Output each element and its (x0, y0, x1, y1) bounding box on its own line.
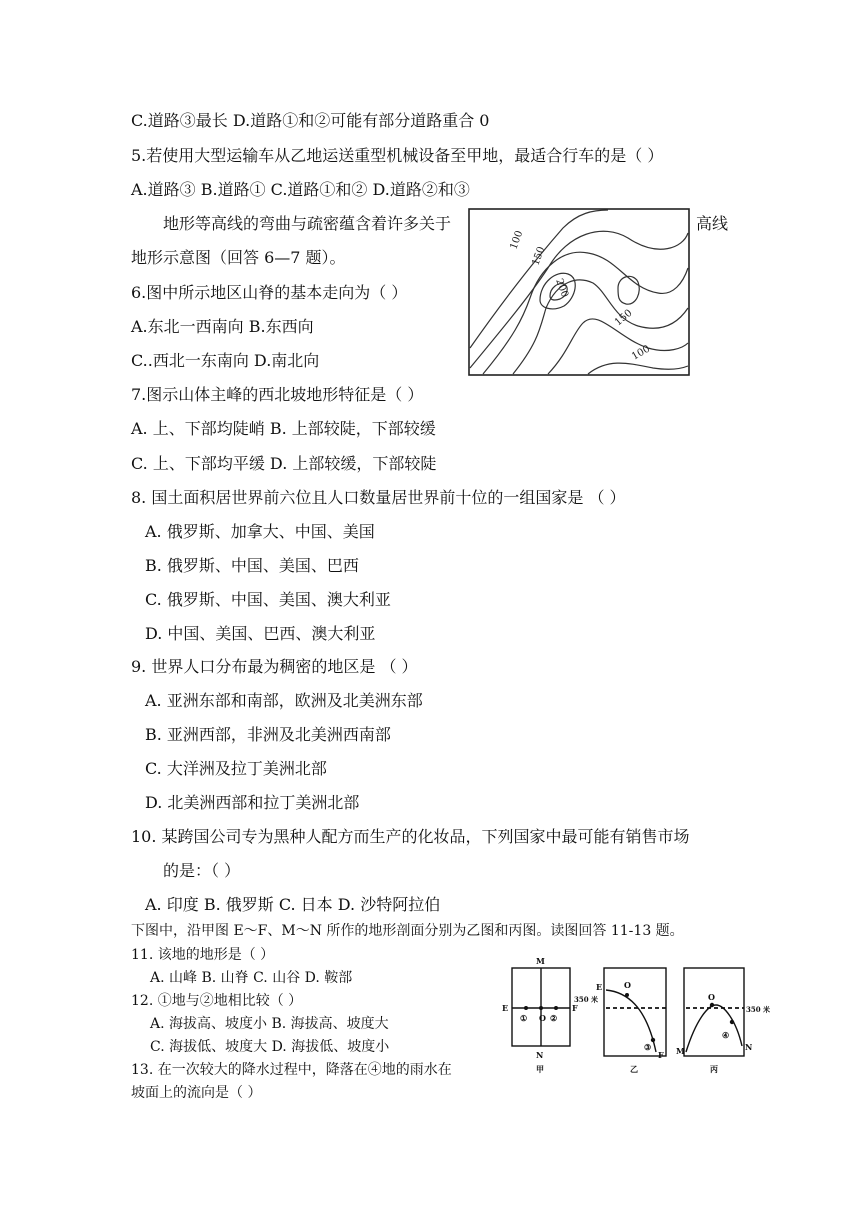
yi-elevation: 350 米 (574, 995, 599, 1004)
contour-label-150-b: 150 (612, 307, 635, 329)
bing-point-o: O (708, 992, 715, 1002)
q10-stem-cont: 的是：（ ） (163, 861, 241, 880)
q6-options-cd: C..西北一东南向 D.南北向 (131, 351, 320, 370)
q5-options: A.道路③ B.道路① C.道路①和② D.道路②和③ (131, 180, 470, 199)
jia-caption: 甲 (536, 1064, 544, 1074)
bing-caption: 丙 (710, 1064, 718, 1074)
bing-label-m: M (676, 1046, 685, 1056)
contour-intro-c: 地形示意图（回答 6—7 题）。 (131, 248, 346, 267)
q12-options-cd: C. 海拔低、坡度大 D. 海拔低、坡度小 (150, 1039, 390, 1055)
jia-label-n: N (536, 1050, 544, 1060)
q13-stem: 13. 在一次较大的降水过程中，降落在④地的雨水在 (131, 1062, 452, 1078)
fig-intro: 下图中，沿甲图 E～F、M～N 所作的地形剖面分别为乙图和丙图。读图回答 11-13 题。 (131, 923, 684, 939)
q12-options-ab: A. 海拔高、坡度小 B. 海拔高、坡度大 (150, 1016, 389, 1032)
jia-label-f: F (572, 1003, 578, 1013)
q13-stem-cont: 坡面上的流向是（ ） (131, 1085, 262, 1101)
q5-stem: 5.若使用大型运输车从乙地运送重型机械设备至甲地，最适合行车的是（ ） (131, 146, 664, 165)
bing-point-4: ④ (722, 1030, 730, 1040)
contour-intro-a: 地形等高线的弯曲与疏密蕴含着许多关于 (163, 214, 452, 233)
contour-intro-b: 高线 (696, 214, 729, 233)
q10-options: A. 印度 B. 俄罗斯 C. 日本 D. 沙特阿拉伯 (145, 895, 441, 914)
jia-point-1: ① (520, 1013, 528, 1023)
yi-caption: 乙 (630, 1064, 638, 1074)
q12-stem: 12. ①地与②地相比较（ ） (131, 993, 303, 1009)
bing-label-n: N (745, 1042, 753, 1052)
q7-options-ab: A. 上、下部均陡峭 B. 上部较陡，下部较缓 (131, 419, 436, 438)
q9-option-a: A. 亚洲东部和南部，欧洲及北美洲东部 (145, 691, 423, 710)
q6-options-ab: A.东北一西南向 B.东西向 (131, 317, 314, 336)
contour-label-200: 200 (553, 277, 571, 299)
q11-options: A. 山峰 B. 山脊 C. 山谷 D. 鞍部 (150, 970, 353, 986)
jia-label-m: M (536, 956, 545, 966)
q8-option-a: A. 俄罗斯、加拿大、中国、美国 (145, 522, 375, 541)
q8-stem: 8. 国土面积居世界前六位且人口数量居世界前十位的一组国家是 （ ） (131, 488, 626, 507)
contour-label-100-b: 100 (630, 343, 653, 363)
yi-label-f: F (658, 1050, 664, 1060)
q4-options-cd: C.道路③最长 D.道路①和②可能有部分道路重合 0 (131, 111, 490, 130)
q10-stem: 10. 某跨国公司专为黑种人配方而生产的化妆品，下列国家中最可能有销售市场 (131, 827, 690, 846)
q6-stem: 6.图中所示地区山脊的基本走向为（ ） (131, 283, 408, 302)
q9-stem: 9. 世界人口分布最为稠密的地区是 （ ） (131, 657, 418, 676)
contour-label-100-a: 100 (508, 229, 526, 252)
jia-point-2: ② (550, 1013, 558, 1023)
q7-options-cd: C. 上、下部均平缓 D. 上部较缓，下部较陡 (131, 454, 437, 473)
q9-option-b: B. 亚洲西部，非洲及北美洲西南部 (145, 725, 391, 744)
profile-figures (496, 950, 778, 1078)
q11-stem: 11. 该地的地形是（ ） (131, 947, 275, 963)
yi-label-e: E (596, 982, 603, 992)
contour-label-150-a: 150 (530, 245, 548, 268)
q9-option-c: C. 大洋洲及拉丁美洲北部 (145, 759, 327, 778)
bing-elevation: 350 米 (746, 1005, 771, 1014)
q7-stem: 7.图示山体主峰的西北坡地形特征是（ ） (131, 385, 424, 404)
jia-point-o: O (539, 1013, 546, 1023)
q8-option-c: C. 俄罗斯、中国、美国、澳大利亚 (145, 590, 391, 609)
yi-point-o: O (624, 980, 631, 990)
yi-point-3: ③ (644, 1042, 652, 1052)
q9-option-d: D. 北美洲西部和拉丁美洲北部 (145, 793, 360, 812)
q8-option-b: B. 俄罗斯、中国、美国、巴西 (145, 556, 359, 575)
q8-option-d: D. 中国、美国、巴西、澳大利亚 (145, 624, 376, 643)
contour-map (468, 208, 690, 376)
jia-label-e: E (502, 1003, 509, 1013)
